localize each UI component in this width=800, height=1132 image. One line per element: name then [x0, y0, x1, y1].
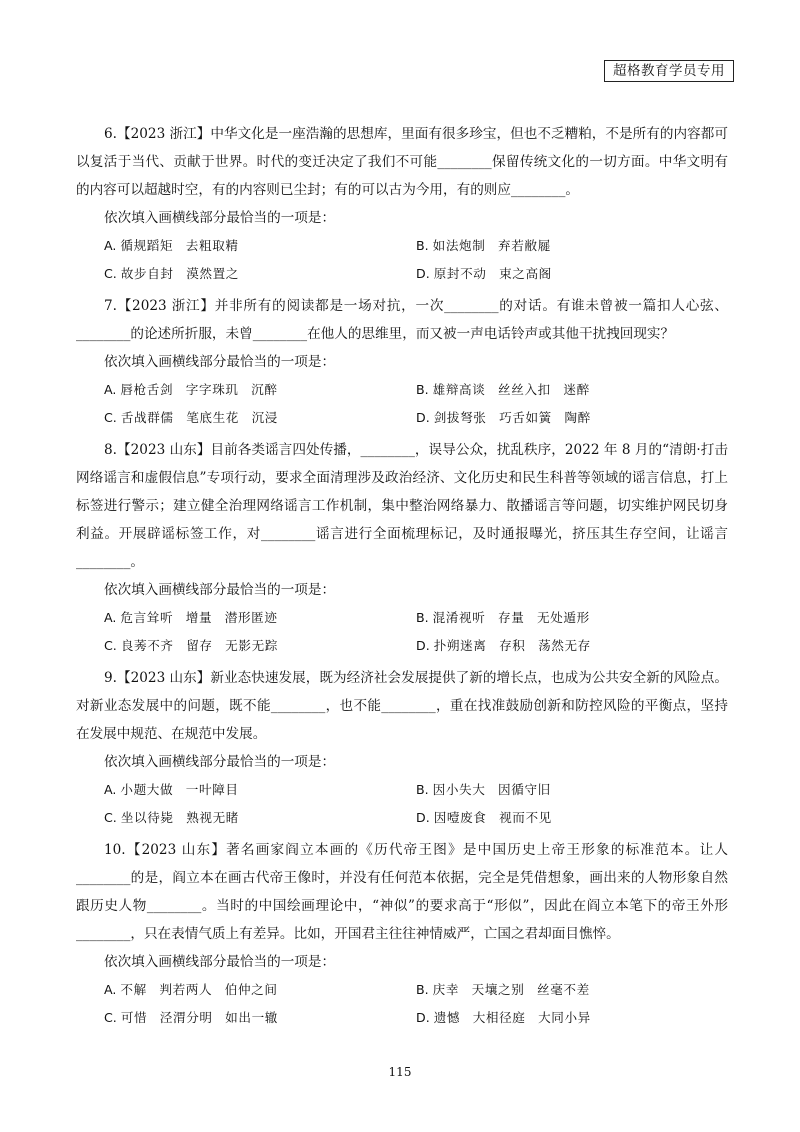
question-9 — [76, 664, 728, 832]
option-label: A. — [104, 782, 117, 797]
option-label: C. — [104, 266, 117, 281]
option-label: A. — [104, 238, 117, 253]
option-b — [416, 232, 728, 260]
option-text: 因噎废食 视而不见 — [433, 810, 552, 825]
option-b — [416, 604, 728, 632]
option-text: 故步自封 漠然置之 — [120, 266, 239, 281]
option-text: 唇枪舌剑 字字珠玑 沉醉 — [120, 382, 278, 397]
option-label: D. — [416, 1010, 430, 1025]
header-badge: 超格教育学员专用 — [604, 60, 734, 82]
option-list — [104, 232, 728, 288]
option-label: C. — [104, 638, 117, 653]
option-d — [416, 632, 728, 660]
option-a — [104, 776, 416, 804]
option-text: 剑拔弩张 巧舌如簧 陶醉 — [433, 410, 591, 425]
option-text: 雄辩高谈 丝丝入扣 迷醉 — [432, 382, 590, 397]
option-a — [104, 604, 416, 632]
option-text: 良莠不齐 留存 无影无踪 — [120, 638, 278, 653]
question-list — [76, 120, 728, 1036]
option-a — [104, 376, 416, 404]
question-prompt: 依次填入画横线部分最恰当的一项是： — [104, 954, 336, 970]
question-7 — [76, 292, 728, 432]
option-text: 坐以待毙 熟视无睹 — [120, 810, 239, 825]
option-c — [104, 260, 416, 288]
option-c — [104, 804, 416, 832]
option-text: 遗憾 大相径庭 大同小异 — [433, 1010, 591, 1025]
question-stem: 10.【2023 山东】著名画家阎立本画的《历代帝王图》是中国历史上帝王形象的标准范本。让人________的是，阎立本在画古代帝王像时，并没有任何范本依据，完全是凭借想象，画出来的人物形象自然跟历史人物________。当时的中国绘画理论中，“神似”的要求高于“形似”，因此在阎立本笔下的帝王外形________，只在表情气质上有差异。比如，开国君主往往神情威严，亡国之君却面目憔悴。 — [76, 842, 728, 942]
option-label: B. — [416, 382, 429, 397]
option-b — [416, 976, 728, 1004]
question-prompt: 依次填入画横线部分最恰当的一项是： — [104, 354, 336, 370]
question-prompt: 依次填入画横线部分最恰当的一项是： — [104, 582, 336, 598]
option-text: 扑朔迷离 存积 荡然无存 — [433, 638, 591, 653]
option-label: D. — [416, 266, 430, 281]
option-d — [416, 260, 728, 288]
option-b — [416, 376, 728, 404]
page-number: 115 — [388, 1065, 412, 1079]
question-stem: 6.【2023 浙江】中华文化是一座浩瀚的思想库，里面有很多珍宝，但也不乏糟粕，不是所有的内容都可以复活于当代、贡献于世界。时代的变迁决定了我们不可能________保留传统文化的一切方面。中华文明有的内容可以超越时空，有的内容则已尘封；有的可以古为今用，有的则应________。 — [76, 126, 728, 198]
option-c — [104, 404, 416, 432]
option-list — [104, 376, 728, 432]
option-text: 原封不动 束之高阁 — [433, 266, 552, 281]
option-list — [104, 976, 728, 1032]
question-6 — [76, 120, 728, 288]
option-label: D. — [416, 810, 430, 825]
option-c — [104, 632, 416, 660]
option-b — [416, 776, 728, 804]
option-text: 不解 判若两人 伯仲之间 — [120, 982, 278, 997]
option-label: B. — [416, 610, 429, 625]
option-d — [416, 404, 728, 432]
option-a — [104, 976, 416, 1004]
question-stem: 7.【2023 浙江】并非所有的阅读都是一场对抗，一次________的对话。有谁未曾被一篇扣人心弦、________的论述所折服，未曾________在他人的思维里，而又被一声电话铃声或其他干扰拽回现实？ — [76, 298, 728, 342]
question-prompt: 依次填入画横线部分最恰当的一项是： — [104, 210, 336, 226]
option-d — [416, 1004, 728, 1032]
option-text: 循规蹈矩 去粗取精 — [120, 238, 239, 253]
option-text: 因小失大 因循守旧 — [432, 782, 551, 797]
option-label: B. — [416, 782, 429, 797]
question-stem: 9.【2023 山东】新业态快速发展，既为经济社会发展提供了新的增长点，也成为公共安全新的风险点。对新业态发展中的问题，既不能________，也不能________，重在找准鼓励创新和防控风险的平衡点，坚持在发展中规范、在规范中发展。 — [76, 670, 728, 742]
option-label: D. — [416, 638, 430, 653]
option-c — [104, 1004, 416, 1032]
option-label: A. — [104, 982, 117, 997]
option-label: C. — [104, 410, 117, 425]
option-label: A. — [104, 610, 117, 625]
option-label: B. — [416, 238, 429, 253]
option-label: B. — [416, 982, 429, 997]
option-text: 庆幸 天壤之别 丝毫不差 — [432, 982, 590, 997]
option-a — [104, 232, 416, 260]
option-label: D. — [416, 410, 430, 425]
option-text: 危言耸听 增量 潜形匿迹 — [120, 610, 278, 625]
question-10 — [76, 836, 728, 1032]
question-prompt: 依次填入画横线部分最恰当的一项是： — [104, 754, 336, 770]
option-label: C. — [104, 1010, 117, 1025]
option-text: 混淆视听 存量 无处遁形 — [432, 610, 590, 625]
option-text: 小题大做 一叶障目 — [120, 782, 239, 797]
question-stem: 8.【2023 山东】目前各类谣言四处传播，________，误导公众，扰乱秩序，2022 年 8 月的“清朗·打击网络谣言和虚假信息”专项行动，要求全面清理涉及政治经济、文化历史和民生科普等领域的谣言信息，打上标签进行警示；建立健全治理网络谣言工作机制，集中整治网络暴力、散播谣言等问题，切实维护网民切身利益。开展辟谣标签工作，对________谣言进行全面梳理标记，及时通报曝光，挤压其生存空间，让谣言________。 — [76, 442, 728, 570]
option-list — [104, 604, 728, 660]
option-label: C. — [104, 810, 117, 825]
option-text: 如法炮制 弃若敝屣 — [432, 238, 551, 253]
option-text: 舌战群儒 笔底生花 沉浸 — [120, 410, 278, 425]
question-8 — [76, 436, 728, 660]
option-list — [104, 776, 728, 832]
option-label: A. — [104, 382, 117, 397]
option-text: 可惜 泾渭分明 如出一辙 — [120, 1010, 278, 1025]
option-d — [416, 804, 728, 832]
